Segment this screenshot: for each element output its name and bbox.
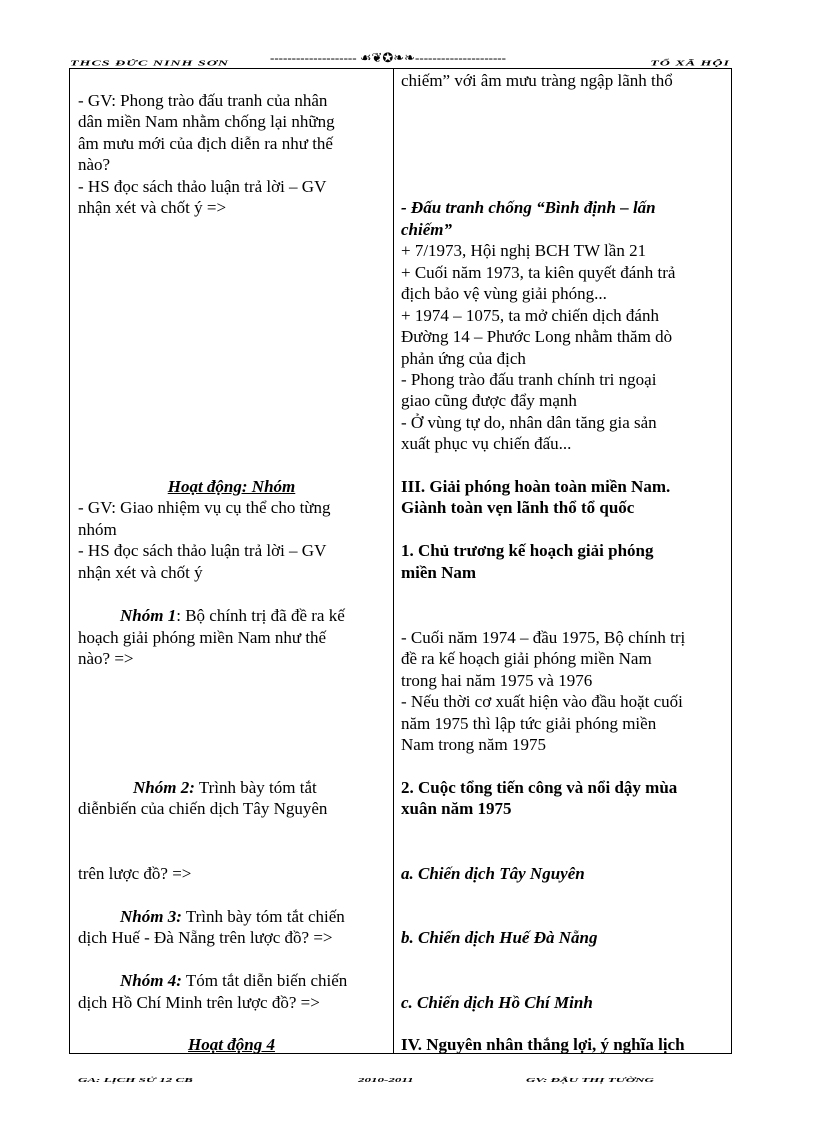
header-ornament: -------------------- ☙❦✪❧❧---------------------	[270, 50, 506, 65]
group-3-question	[78, 906, 345, 928]
right-text: địch bảo vệ vùng giải phóng...	[401, 284, 607, 303]
group-3-label: Nhóm 3:	[120, 907, 182, 926]
campaign-a-heading: a. Chiến dịch Tây Nguyên	[401, 864, 585, 883]
group-1-question	[78, 605, 345, 627]
group-1-label: Nhóm 1	[120, 606, 177, 625]
right-text: + 7/1973, Hội nghị BCH TW lần 21	[401, 241, 647, 260]
right-text: phản ứng của địch	[401, 349, 526, 368]
subsection-1-heading: miền Nam	[401, 563, 477, 582]
section-3-heading: Giành toàn vẹn lãnh thổ tổ quốc	[401, 498, 635, 517]
left-text: - GV: Phong trào đấu tranh của nhân	[78, 91, 328, 110]
left-text: nhóm	[78, 520, 117, 539]
struggle-heading: - Đấu tranh chống “Bình định – lấn	[401, 198, 656, 217]
left-text: trên lược đồ? =>	[78, 864, 192, 883]
group-1-text: : Bộ chính trị đã đề ra kế	[176, 606, 345, 625]
left-text: nhận xét và chốt ý	[78, 563, 203, 582]
left-text: - GV: Giao nhiệm vụ cụ thể cho từng	[78, 498, 331, 517]
group-4-question	[78, 970, 347, 992]
right-text: - Cuối năm 1974 – đầu 1975, Bộ chính trị	[401, 628, 686, 647]
right-text: đề ra kế hoạch giải phóng miền Nam	[401, 649, 652, 668]
right-text: năm 1975 thì lập tức giải phóng miền	[401, 714, 657, 733]
section-4-heading: IV. Nguyên nhân thắng lợi, ý nghĩa lịch	[401, 1035, 685, 1054]
left-text: nào?	[78, 155, 111, 174]
right-text: Đường 14 – Phước Long nhằm thăm dò	[401, 327, 673, 346]
activity-4-heading: Hoạt động 4	[188, 1035, 275, 1054]
footer-teacher: GV: ĐẬU THỊ TƯỜNG	[526, 1076, 654, 1084]
left-text: dân miền Nam nhằm chống lại những	[78, 112, 335, 131]
right-text: xuất phục vụ chiến đấu...	[401, 434, 572, 453]
section-3-heading: III. Giải phóng hoàn toàn miền Nam.	[401, 477, 671, 496]
group-2-label: Nhóm 2:	[133, 778, 195, 797]
header-school: THCS ĐỨC NINH SƠN	[70, 59, 229, 68]
right-text: + Cuối năm 1973, ta kiên quyết đánh trả	[401, 263, 676, 282]
right-text: trong hai năm 1975 và 1976	[401, 671, 593, 690]
left-text: âm mưu mới của địch diễn ra như thế	[78, 134, 333, 153]
campaign-c-heading: c. Chiến dịch Hồ Chí Minh	[401, 993, 593, 1012]
subsection-2-heading: 2. Cuộc tổng tiến công và nổi dậy mùa	[401, 778, 678, 797]
left-text: nào? =>	[78, 649, 134, 668]
right-text: - Nếu thời cơ xuất hiện vào đầu hoặt cuối	[401, 692, 683, 711]
left-text: - HS đọc sách thảo luận trả lời – GV	[78, 177, 327, 196]
footer-subject: GA: LỊCH SỬ 12 CB	[78, 1076, 193, 1084]
right-text: Nam trong năm 1975	[401, 735, 546, 754]
left-text: diễnbiến của chiến dịch Tây Nguyên	[78, 799, 328, 818]
left-text: nhận xét và chốt ý =>	[78, 198, 227, 217]
subsection-1-heading: 1. Chủ trương kế hoạch giải phóng	[401, 541, 654, 560]
campaign-b-heading: b. Chiến dịch Huế Đà Nẵng	[401, 928, 598, 947]
header-department: TỔ XÃ HỘI	[650, 59, 730, 68]
group-2-question	[78, 777, 317, 799]
group-4-label: Nhóm 4:	[120, 971, 182, 990]
group-3-text: Trình bày tóm tắt chiến	[181, 907, 345, 926]
left-text: - HS đọc sách thảo luận trả lời – GV	[78, 541, 327, 560]
right-text: - Phong trào đấu tranh chính tri ngoại	[401, 370, 657, 389]
subsection-2-heading: xuân năm 1975	[401, 799, 512, 818]
group-2-text: Trình bày tóm tắt	[194, 778, 317, 797]
right-text: + 1974 – 1075, ta mở chiến dịch đánh	[401, 306, 659, 325]
left-text: dịch Hồ Chí Minh trên lược đồ? =>	[78, 993, 320, 1012]
left-text: dịch Huế - Đà Nẵng trên lược đồ? =>	[78, 928, 333, 947]
group-4-text: Tóm tắt diễn biến chiến	[181, 971, 348, 990]
activity-group-heading: Hoạt động: Nhóm	[167, 477, 296, 496]
footer-year: 2010-2011	[358, 1076, 414, 1084]
struggle-heading: chiếm”	[401, 220, 452, 239]
left-text: hoạch giải phóng miền Nam như thế	[78, 628, 327, 647]
right-text: chiếm” với âm mưu tràng ngập lãnh thổ	[401, 71, 673, 90]
column-divider	[393, 68, 394, 1054]
right-text: giao cũng được đẩy mạnh	[401, 391, 577, 410]
page-footer	[78, 1068, 728, 1082]
right-text: - Ở vùng tự do, nhân dân tăng gia sản	[401, 413, 657, 432]
